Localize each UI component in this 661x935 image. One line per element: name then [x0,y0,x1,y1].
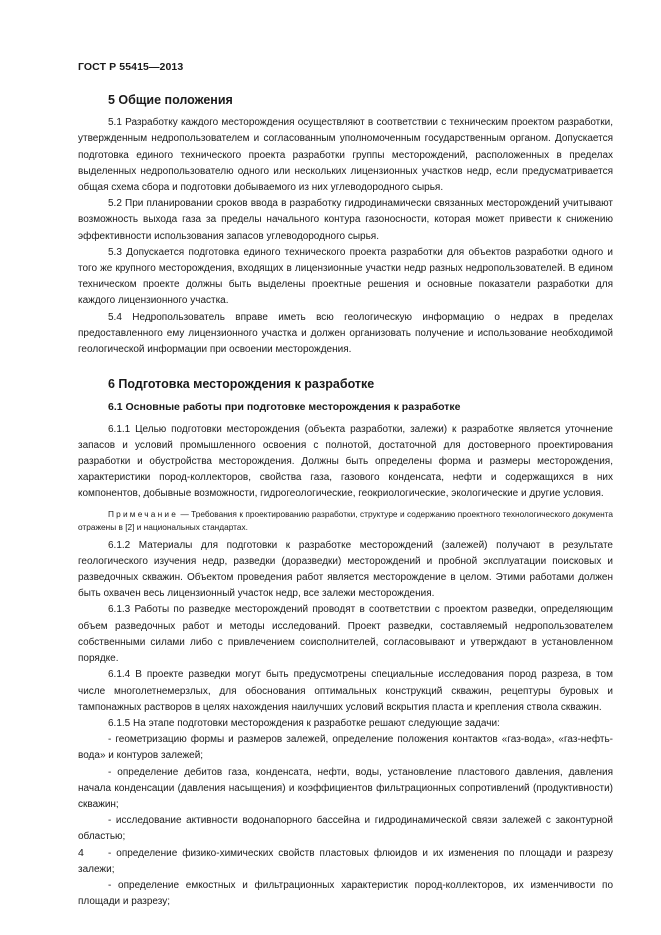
task-item: - геометризацию формы и размеров залежей, определение положения контактов «газ-вода», «газ-нефть-вода» и контуров залежей; [78,734,613,762]
paragraph-6-1-5: 6.1.5 На этапе подготовки месторождения к разработке решают следующие задачи: [108,717,500,729]
document-header: ГОСТ Р 55415—2013 [78,61,184,73]
paragraph-6-1-4: 6.1.4 В проекте разведки могут быть предусмотрены специальные исследования пород разреза, в том числе многолетнемерзлых, для обоснования оптимальных конструкций скважин, рецептуры буровых и тампонажных растворов в целях нахождения наилучших условий вскрытия пласта и крепления ствола скважин. [78,669,613,713]
paragraph-5-2: 5.2 При планировании сроков ввода в разработку гидродинамически связанных месторождений учитывают возможность выхода газа за пределы начального контура газоносности, которая может привести к снижению эффективности использования запасов углеводородного сырья. [78,198,613,242]
paragraph-6-1-3: 6.1.3 Работы по разведке месторождений проводят в соответствии с проектом разведки, определяющим объем разведочных работ и методы исследований. Проект разведки, составляемый недропользователем собственными силами либо с привлечением соисполнителей, согласовывают и утверждают в установленном порядке. [78,604,613,665]
page-content [78,90,613,910]
paragraph-5-1: 5.1 Разработку каждого месторождения осуществляют в соответствии с техническим проектом разработки, утвержденным недропользователем и согласованным уполномоченным государственным органом. Допускается подготовка единого технического проекта разработки группы месторождений, расположенных в пределах выделенных недропользователю одного или нескольких лицензионных участков недр, если предусматривается общая схема сбора и подготовки добываемого из них углеводородного сырья. [78,117,613,194]
paragraph-5-4: 5.4 Недропользователь вправе иметь всю геологическую информацию о недрах в пределах предоставленного ему лицензионного участка и должен организовать получение и использование необходимой геологической информации при освоении месторождения. [78,311,613,356]
subsection-6-1-heading: 6.1 Основные работы при подготовке месторождения к разработке [108,401,461,414]
section-5-heading: 5 Общие положения [108,93,233,107]
task-item: - определение физико-химических свойств пластовых флюидов и их изменения по площади и разрезу залежи; [78,847,613,875]
note [78,508,613,534]
paragraph-5-3: 5.3 Допускается подготовка единого технического проекта разработки для объектов разработки одного и того же крупного месторождения, входящих в лицензионные участки недр разных недропользователей. В едином техническом проекте должны быть выделены проектные решения и основные показатели разработки для каждого лицензионного участка. [78,246,613,307]
section-6-heading: 6 Подготовка месторождения к разработке [108,377,375,392]
paragraph-6-1-2: 6.1.2 Материалы для подготовки к разработке месторождений (залежей) получают в результате геологического изучения недр, разведки (доразведки) месторождений и пробной эксплуатации поисковых и разведочных скважин. Объектом проведения работ является месторождение в целом. Этими работами должен быть охвачен весь лицензионный участок недр, все залежи месторождения. [78,539,613,600]
task-item: - определение дебитов газа, конденсата, нефти, воды, установление пластового давления, давления начала конденсации (давления насыщения) и коэффициентов фильтрационных сопротивлений (продуктивности) скважин; [78,766,613,810]
task-item: - исследование активности водонапорного бассейна и гидродинамической связи залежей с законтурной областью; [78,815,613,843]
paragraph-6-1-1: 6.1.1 Целью подготовки месторождения (объекта разработки, залежи) к разработке является уточнение запасов и условий промышленного освоения с полнотой, достаточной для достоверного проектирования разработки и обустройства месторождения. Должны быть определены форма и размеры месторождения, характеристики пород-коллекторов, свойства газа, газового конденсата, нефти и содержащихся в них компонентов, добывные возможности, гидрогеологические, геокриологические, экологические и другие условия. [78,423,613,500]
note-label: Примечание [108,508,179,519]
page-number: 4 [78,847,84,859]
task-item: - определение емкостных и фильтрационных характеристик пород-коллекторов, их изменчивости по площади и разрезу; [78,879,613,908]
note-text: — Требования к проектированию разработки, структуре и содержанию проектного технологического документа отражены в [2] и национальных стандартах. [78,508,613,532]
